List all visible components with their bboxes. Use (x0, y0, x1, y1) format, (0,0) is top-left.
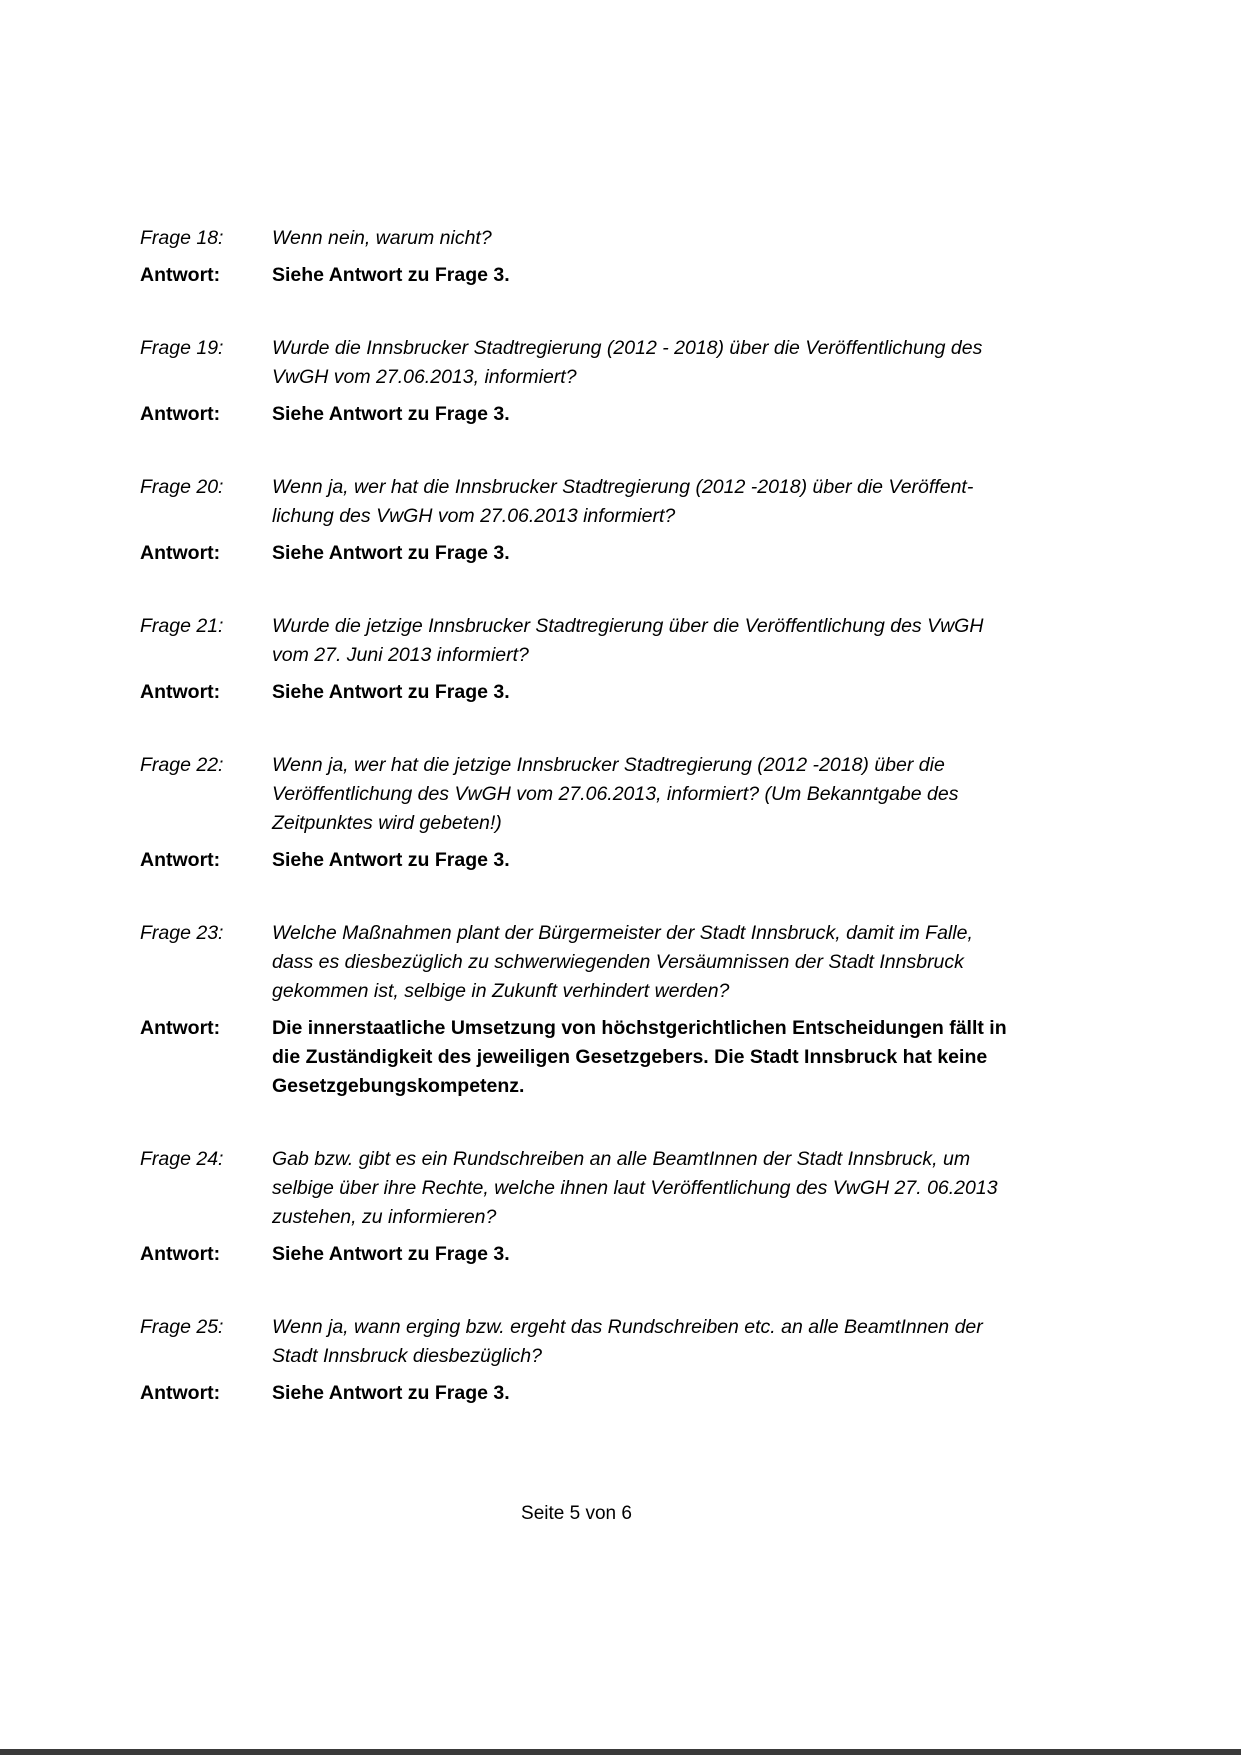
answer-text: Siehe Antwort zu Frage 3. (272, 264, 510, 286)
answer-label: Antwort: (140, 264, 221, 286)
answer-label: Antwort: (140, 542, 221, 564)
answer-text: Siehe Antwort zu Frage 3. (272, 1382, 510, 1404)
question-text: Wurde die jetzige Innsbrucker Stadtregierung über die Veröffentlichung des VwGH vom 27. Juni 2013 informiert? (272, 615, 984, 666)
question-row (140, 612, 1013, 670)
question-label: Frage 18: (140, 227, 224, 249)
answer-row (140, 400, 1013, 429)
question-label: Frage 25: (140, 1316, 224, 1338)
answer-row (140, 678, 1013, 707)
question-text: Wenn ja, wann erging bzw. ergeht das Rundschreiben etc. an alle BeamtInnen der Stadt Innsbruck diesbezüglich? (272, 1316, 983, 1367)
page-number-footer: Seite 5 von 6 (521, 1503, 632, 1524)
answer-row (140, 1014, 1013, 1101)
document-content (140, 224, 1013, 1452)
question-row (140, 751, 1013, 838)
answer-label: Antwort: (140, 1017, 221, 1039)
question-label: Frage 20: (140, 476, 224, 498)
qa-block-frage-23 (140, 919, 1013, 1101)
answer-text: Siehe Antwort zu Frage 3. (272, 849, 510, 871)
question-text: Gab bzw. gibt es ein Rundschreiben an alle BeamtInnen der Stadt Innsbruck, um selbige über ihre Rechte, welche ihnen laut Veröffentlichung des VwGH 27. 06.2013 zustehen, zu informieren? (272, 1148, 998, 1228)
answer-text: Siehe Antwort zu Frage 3. (272, 681, 510, 703)
question-text: Wenn ja, wer hat die jetzige Innsbrucker Stadtregierung (2012 -2018) über die Veröffentlichung des VwGH vom 27.06.2013, informiert? (Um Bekanntgabe des Zeitpunktes wird gebeten!) (272, 754, 959, 834)
question-row (140, 1145, 1013, 1232)
question-text: Welche Maßnahmen plant der Bürgermeister der Stadt Innsbruck, damit im Falle, dass es diesbezüglich zu schwerwiegenden Versäumnissen der Stadt Innsbruck gekommen ist, selbige in Zukunft verhindert werden? (272, 922, 973, 1002)
answer-text: Die innerstaatliche Umsetzung von höchstgerichtlichen Entscheidungen fällt in die Zuständigkeit des jeweiligen Gesetzgebers. Die Stadt Innsbruck hat keine Gesetzgebungskompetenz. (272, 1017, 1007, 1097)
answer-text: Siehe Antwort zu Frage 3. (272, 403, 510, 425)
answer-label: Antwort: (140, 403, 221, 425)
answer-label: Antwort: (140, 1243, 221, 1265)
question-label: Frage 19: (140, 337, 224, 359)
question-label: Frage 24: (140, 1148, 224, 1170)
answer-row (140, 846, 1013, 875)
answer-row (140, 261, 1013, 290)
answer-row (140, 1379, 1013, 1408)
answer-row (140, 539, 1013, 568)
qa-block-frage-21 (140, 612, 1013, 707)
question-row (140, 334, 1013, 392)
question-row (140, 224, 1013, 253)
page-bottom-edge (0, 1749, 1241, 1755)
qa-block-frage-20 (140, 473, 1013, 568)
qa-block-frage-24 (140, 1145, 1013, 1269)
question-text: Wurde die Innsbrucker Stadtregierung (2012 - 2018) über die Veröffentlichung des VwGH vom 27.06.2013, informiert? (272, 337, 983, 388)
question-row (140, 473, 1013, 531)
question-row (140, 919, 1013, 1006)
question-row (140, 1313, 1013, 1371)
question-label: Frage 21: (140, 615, 224, 637)
question-text: Wenn ja, wer hat die Innsbrucker Stadtregierung (2012 -2018) über die Veröffent-lichung des VwGH vom 27.06.2013 informiert? (272, 476, 974, 527)
qa-block-frage-22 (140, 751, 1013, 875)
qa-block-frage-18 (140, 224, 1013, 290)
question-text: Wenn nein, warum nicht? (272, 227, 492, 249)
answer-text: Siehe Antwort zu Frage 3. (272, 542, 510, 564)
answer-label: Antwort: (140, 1382, 221, 1404)
answer-label: Antwort: (140, 681, 221, 703)
qa-block-frage-25 (140, 1313, 1013, 1408)
answer-text: Siehe Antwort zu Frage 3. (272, 1243, 510, 1265)
question-label: Frage 23: (140, 922, 224, 944)
qa-block-frage-19 (140, 334, 1013, 429)
question-label: Frage 22: (140, 754, 224, 776)
answer-row (140, 1240, 1013, 1269)
answer-label: Antwort: (140, 849, 221, 871)
